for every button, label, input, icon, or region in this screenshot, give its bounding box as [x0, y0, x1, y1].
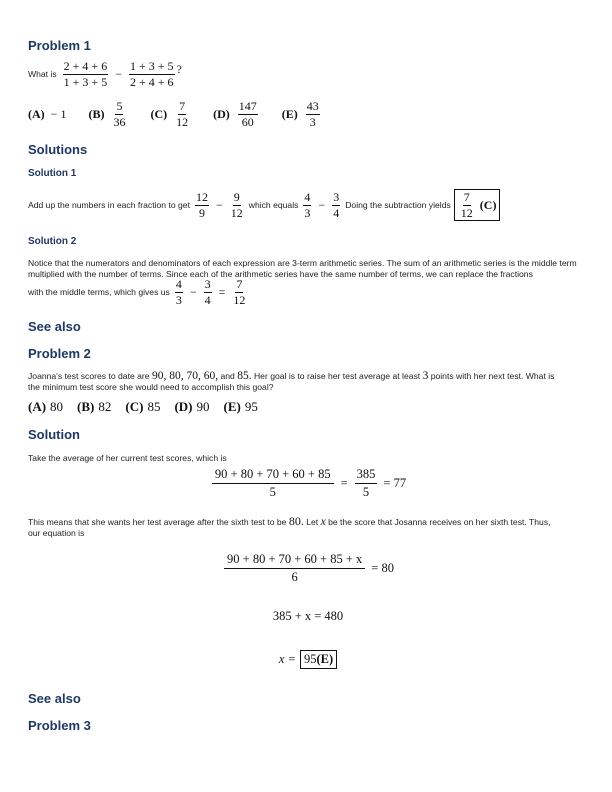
solution-1-text: which equals — [248, 200, 299, 211]
solution-heading: Solution — [28, 427, 80, 442]
equation-lhs: x = — [278, 652, 296, 666]
solution-2-fracs — [173, 278, 249, 306]
choice-e — [282, 100, 322, 128]
solution-1-heading: Solution 1 — [28, 168, 77, 179]
frac-num: 12 — [195, 190, 208, 204]
frac-num: 9 — [233, 190, 240, 204]
choice-label: (E) — [281, 106, 298, 121]
and-word: and — [220, 371, 235, 381]
solution-1-text: Add up the numbers in each fraction to get — [28, 200, 190, 211]
frac-num: 7 — [463, 190, 470, 204]
choice-e — [223, 399, 257, 415]
choice-den: 60 — [241, 114, 254, 129]
problem-2-text-b: Her goal is to raise her test average at least — [253, 371, 421, 381]
choice-a — [28, 107, 66, 122]
scores-list: 90, 80, 70, 60, — [151, 370, 219, 382]
frac-den: 3 — [175, 292, 182, 307]
problem-1-question — [28, 60, 182, 88]
problem-2-text — [28, 371, 588, 393]
frac-den: 12 — [230, 205, 243, 220]
frac-den: 5 — [269, 485, 276, 500]
choice-value: − 1 — [50, 106, 67, 121]
solutions-heading: Solutions — [28, 142, 88, 157]
choice-label: (A) — [28, 399, 47, 414]
frac-den: 12 — [460, 205, 473, 220]
frac-num: 4 — [175, 277, 182, 291]
eighty-value: 80. — [288, 514, 304, 528]
solution-text-1: Take the average of her current test scores, which is — [28, 453, 227, 463]
problem-3-heading: Problem 3 — [28, 718, 91, 733]
answer-letter: (E) — [316, 652, 334, 666]
frac-den: 4 — [204, 292, 211, 307]
choice-c — [125, 399, 160, 415]
solution-2-text: Notice that the numerators and denominators of each expression are 3-term arithmetic series. The sum of an arithmetic series is the middle term multiplied with the number of terms. Since each of the arithmetic series have the same number of terms, we can replace the fractions — [28, 258, 577, 279]
equation-sum: 385 + x = 480 — [272, 609, 344, 623]
equation-answer — [28, 650, 588, 669]
equals-sign: = — [218, 284, 226, 299]
equation-result: = 80 — [371, 561, 394, 576]
frac-den: 4 — [333, 205, 340, 220]
choice-label: (C) — [125, 399, 144, 414]
solution-1-text: Doing the subtraction yields — [345, 200, 451, 211]
three-points: 3 — [422, 370, 429, 382]
frac-num: 4 — [304, 190, 311, 204]
choice-value: 85 — [147, 399, 161, 414]
equation-sixth-test — [28, 553, 588, 584]
choice-value: 82 — [98, 399, 112, 414]
minus-sign: − — [215, 197, 223, 212]
frac-den: 6 — [291, 570, 298, 585]
solution-1-fracs — [193, 191, 246, 219]
frac-a-num: 2 + 4 + 6 — [63, 59, 108, 73]
choice-b — [88, 100, 128, 128]
frac-num: 90 + 80 + 70 + 60 + 85 + x — [224, 553, 365, 569]
equation-average — [28, 468, 588, 499]
frac-num: 385 — [355, 468, 378, 484]
see-also-2-heading: See also — [28, 691, 81, 706]
answer-box — [300, 650, 337, 669]
frac-den: 12 — [233, 292, 246, 307]
problem-2-text-d: the minimum test score she would need to accomplish this goal? — [28, 382, 274, 392]
choice-b — [77, 399, 111, 415]
solution-text-3: our equation is — [28, 528, 85, 538]
problem-1-choices — [28, 100, 344, 128]
solution-1-fracs-2 — [301, 191, 342, 219]
frac-num: 7 — [236, 277, 243, 291]
choice-num: 43 — [306, 99, 319, 113]
choice-label: (E) — [223, 399, 241, 414]
frac-num: 3 — [204, 277, 211, 291]
solution-text-2 — [28, 516, 588, 539]
problem-2-text-a: Joanna's test scores to date are — [28, 371, 150, 381]
frac-num: 3 — [333, 190, 340, 204]
equals-sign: = — [340, 476, 348, 491]
frac-num: 90 + 80 + 70 + 60 + 85 — [212, 468, 334, 484]
choice-den: 36 — [113, 114, 126, 129]
problem-2-choices — [28, 399, 272, 415]
equation-result: = 77 — [383, 476, 407, 491]
solution-text-2c: be the score that Josanna receives on her sixth test. Thus, — [328, 517, 551, 527]
problem-1-expression — [61, 60, 182, 88]
frac-den: 9 — [198, 205, 205, 220]
minus-sign: − — [318, 197, 326, 212]
choice-label: (C) — [150, 106, 168, 121]
solution-text-2a: This means that she wants her test average after the sixth test to be — [28, 517, 287, 527]
choice-label: (B) — [88, 106, 105, 121]
frac-den: 5 — [362, 485, 370, 500]
frac-a-den: 1 + 3 + 5 — [63, 74, 108, 89]
choice-value: 90 — [196, 399, 210, 414]
problem-2-text-c: points with her next test. What is — [430, 371, 555, 381]
choice-label: (D) — [174, 399, 193, 414]
choice-den: 12 — [176, 114, 189, 129]
choice-num: 7 — [179, 99, 186, 113]
choice-c — [150, 100, 191, 128]
problem-2-heading: Problem 2 — [28, 346, 91, 361]
choice-num: 147 — [238, 99, 257, 113]
minus-sign: − — [189, 284, 197, 299]
choice-a — [28, 399, 63, 415]
choice-label: (D) — [213, 106, 230, 121]
see-also-1-heading: See also — [28, 319, 81, 334]
answer-value: 95 — [303, 652, 317, 666]
minus-sign: − — [115, 66, 122, 81]
solution-2-prefix: with the middle terms, which gives us — [28, 287, 170, 298]
solution-2-heading: Solution 2 — [28, 236, 77, 247]
choice-d — [174, 399, 209, 415]
solution-text-2b: Let — [306, 517, 319, 527]
frac-b-den: 2 + 4 + 6 — [129, 74, 174, 89]
x-variable: x — [320, 516, 326, 528]
question-prefix: What is — [28, 69, 57, 80]
choice-value: 80 — [50, 399, 64, 414]
solution-1-line — [28, 189, 500, 221]
frac-b-num: 1 + 3 + 5 — [129, 59, 174, 73]
question-mark: ? — [176, 62, 182, 76]
choice-d — [213, 100, 260, 128]
last-score: 85. — [237, 370, 252, 382]
problem-1-heading: Problem 1 — [28, 38, 91, 53]
choice-label: (B) — [77, 399, 95, 414]
answer-letter: (C) — [479, 197, 497, 212]
frac-den: 3 — [304, 205, 311, 220]
choice-num: 5 — [116, 99, 123, 113]
choice-label: (A) — [28, 106, 45, 121]
choice-den: 3 — [309, 114, 316, 129]
solution-2-line — [28, 278, 248, 306]
solution-1-answer-box — [454, 189, 501, 221]
choice-value: 95 — [244, 399, 258, 414]
